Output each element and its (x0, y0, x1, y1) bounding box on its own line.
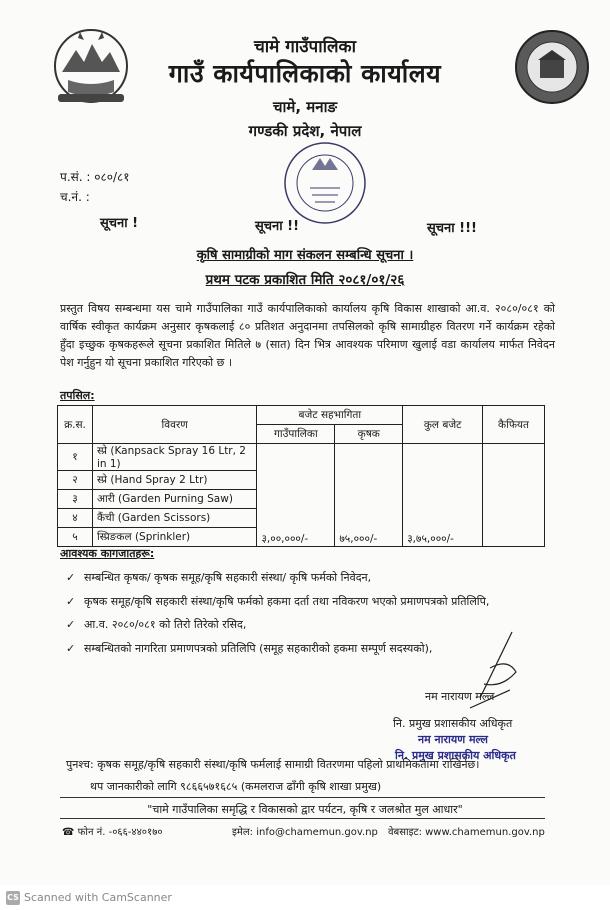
row-sn: ४ (58, 509, 93, 528)
office-name: गाउँ कार्यपालिकाको कार्यालय (168, 59, 442, 88)
signatory-designation: नि. प्रमुख प्रशासकीय अधिकृत (393, 717, 513, 730)
amount-farmer: ७५,०००/- (335, 444, 403, 547)
row-description: स्प्रिङकल (Sprinkler) (92, 528, 256, 547)
row-sn: ३ (58, 490, 93, 509)
stamp-title: नि. प्रमुख प्रशासकीय अधिकृत (395, 749, 516, 762)
col-header-municipality: गाउँपालिका (257, 425, 335, 444)
scanner-watermark-bar (0, 885, 610, 910)
notice-label-3: सूचना !!! (427, 221, 477, 236)
footer-phone: ☎ फोन नं. -०६६-४४०१७० (62, 827, 163, 838)
table-row (58, 444, 545, 471)
dispatch-number: च.नं. : (60, 190, 90, 204)
requirements-title: आवश्यक कागजातहरू: (60, 547, 155, 560)
published-date: प्रथम पटक प्रकाशित मिति २०८१/०१/२६ (205, 272, 405, 288)
items-table (57, 405, 545, 547)
row-description: आरी (Garden Purning Saw) (92, 490, 256, 509)
address-line-2: गण्डकी प्रदेश, नेपाल (248, 122, 362, 140)
notice-paragraph: प्रस्तुत विषय सम्बन्धमा यस चामे गाउँपालिका गाउँ कार्यपालिकाको कार्यालय कृषि विकास शाखाको आ.व. २०८०/०८१ को वार्षिक स्वीकृत कार्यक्रम अनुसार कृषकलाई ८० प्रतिशत अनुदानमा तपसिलको कृषि सामाग्रीहरु वितरण गर्ने कार्यक्रम रहेको हुँदा इच्छुक कृषकहरूले सूचना प्रकाशित मितिले ७ (सात) दिन भित्र आवश्यक परिमाण खुलाई वडा कार्यालय मार्फत निवेदन पेश गर्नुहुन यो सूचना प्रकाशित गरिएको छ । (60, 302, 555, 369)
checkmark-icon: ✓ (66, 642, 76, 655)
row-sn: १ (58, 444, 93, 471)
requirement-item: ✓ आ.व. २०८०/०८१ को तिरो तिरेको रसिद, (66, 618, 247, 631)
signatory-name: नम नारायण मल्ल (425, 690, 495, 703)
col-header-farmer: कृषक (335, 425, 403, 444)
footer-website: वेबसाइट: www.chamemun.gov.np (388, 827, 545, 838)
address-line-1: चामे, मनाङ (272, 98, 338, 116)
col-header-remarks: कैफियत (483, 406, 545, 444)
row-description: कैंची (Garden Scissors) (92, 509, 256, 528)
checkmark-icon: ✓ (66, 618, 76, 631)
notice-label-1: सूचना ! (100, 216, 139, 231)
amount-municipality: ३,००,०००/- (257, 444, 335, 547)
office-stamp (282, 140, 368, 226)
checkmark-icon: ✓ (66, 571, 76, 584)
reference-number: प.सं. : ०८०/८१ (60, 170, 130, 184)
row-sn: २ (58, 471, 93, 490)
camscanner-icon: CS (6, 891, 20, 905)
contact-note: थप जानकारीको लागि ९८६६५७१६८५ (कमलराज ढाँगी कृषि शाखा प्रमुख) (90, 780, 382, 793)
remarks-cell (483, 444, 545, 547)
row-description: स्प्रे (Kanpsack Spray 16 Ltr, 2 in 1) (92, 444, 256, 471)
col-header-sn: क्र.स. (58, 406, 93, 444)
phone-icon: ☎ (62, 827, 75, 838)
notice-label-2: सूचना !! (255, 219, 300, 234)
col-header-budget-share: बजेट सहभागिता (257, 406, 403, 425)
postscript-note: पुनश्च: कृषक समूह/कृषि सहकारी संस्था/कृषि फर्मलाई सामाग्री वितरणमा पहिलो प्राथमिकतामा राखिनेछ। (66, 758, 480, 771)
col-header-description: विवरण (92, 406, 256, 444)
footer-motto: "चामे गाउँपालिका समृद्धि र विकासको द्वार पर्यटन, कृषि र जलश्रोत मुल आधार" (147, 803, 463, 816)
col-header-total: कुल बजेट (403, 406, 483, 444)
checkmark-icon: ✓ (66, 595, 76, 608)
footer-divider (60, 818, 545, 819)
stamp-name: नम नारायण मल्ल (418, 733, 488, 746)
footer-divider (60, 797, 545, 798)
row-sn: ५ (58, 528, 93, 547)
requirement-item: ✓ सम्बन्धित कृषक/ कृषक समूह/कृषि सहकारी संस्था/ कृषि फर्मको निवेदन, (66, 571, 372, 584)
requirement-item: ✓ कृषक समूह/कृषि सहकारी संस्था/कृषि फर्मको हकमा दर्ता तथा नविकरण भएको प्रमाणपत्रको प्रतिलिपि, (66, 595, 490, 608)
requirement-item: ✓ सम्बन्धितको नागरिता प्रमाणपत्रको प्रतिलिपि (समूह सहकारीको हकमा सम्पूर्ण सदस्यको), (66, 642, 433, 655)
municipality-name: चामे गाउँपालिका (253, 37, 357, 57)
notice-subject: कृषि सामाग्रीको माग संकलन सम्बन्धि सूचना । (196, 248, 414, 263)
table-header-row (58, 406, 545, 425)
row-description: स्प्रे (Hand Spray 2 Ltr) (92, 471, 256, 490)
handwritten-signature (450, 628, 530, 718)
scanner-watermark-text: Scanned with CamScanner (24, 891, 172, 904)
footer-email: इमेल: info@chamemun.gov.np (232, 827, 378, 838)
table-label: तपसिल: (60, 389, 95, 402)
amount-total: ३,७५,०००/- (403, 444, 483, 547)
